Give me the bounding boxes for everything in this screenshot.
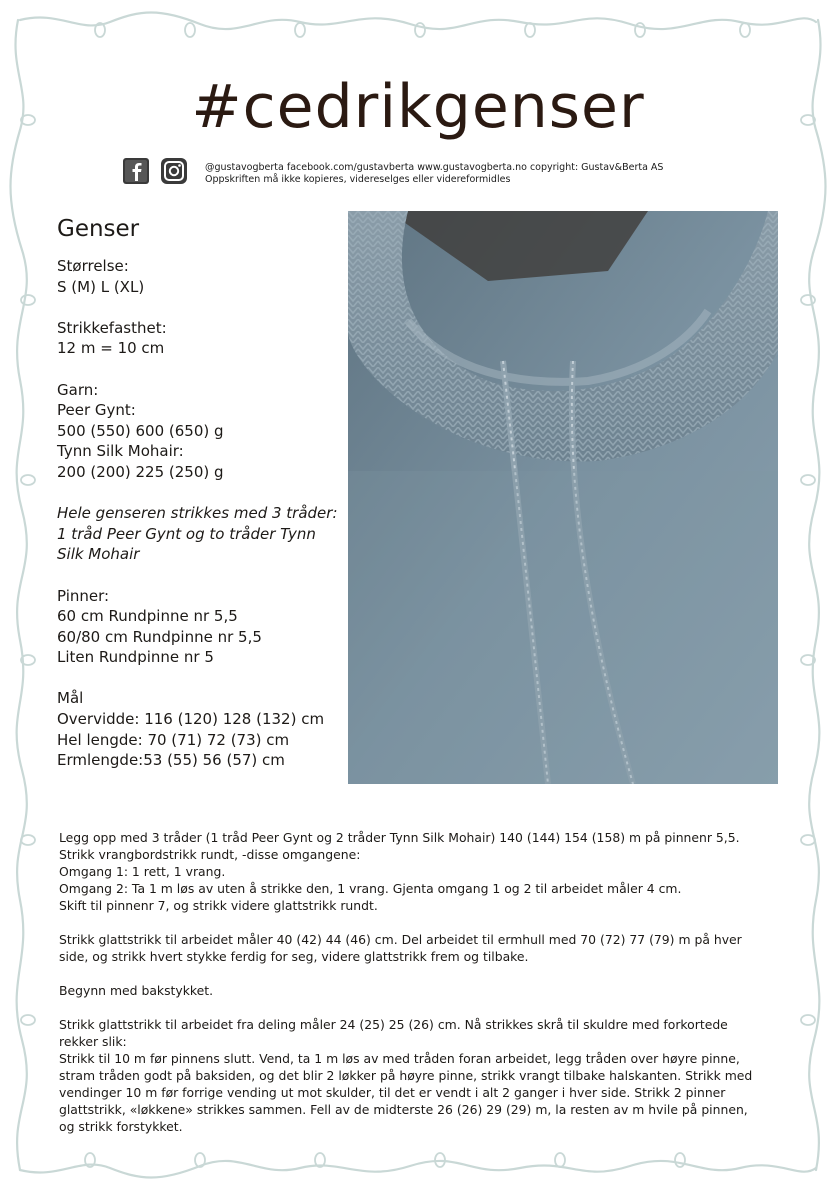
gauge-label: Strikkefasthet: [57,318,167,337]
yarn-note: Hele genseren strikkes med 3 tråder: 1 tråd Peer Gynt og to tråder Tynn Silk Mohair [57,504,338,564]
measure-item: Ermlengde:53 (55) 56 (57) cm [57,751,285,770]
instruction-line: og strikk forstykket. [59,1119,183,1134]
instructions [59,829,779,1152]
social-icons [122,157,188,185]
sweater-photo [348,211,778,784]
instruction-line: vendinger 10 m før forrige vending ut mot skulder, til det er vendt i alt 2 ganger i hver side. Strikk 2 pinner [59,1085,726,1100]
instruction-line: stram tråden godt på baksiden, og det blir 2 løkker på høyre pinne, strikk vrangt tilbake halskanten. Strikk med [59,1068,753,1083]
credits-line: @gustavogberta facebook.com/gustavberta www.gustavogberta.no copyright: Gustav&Berta AS [205,162,664,173]
section-heading: Genser [57,216,140,242]
instruction-line: rekker slik: [59,1034,127,1049]
needle-item: 60/80 cm Rundpinne nr 5,5 [57,627,262,646]
yarn1-amount: 500 (550) 600 (650) g [57,421,224,440]
instruction-line: Omgang 2: Ta 1 m løs av uten å strikke den, 1 vrang. Gjenta omgang 1 og 2 til arbeidet måler 4 cm. [59,881,682,896]
yarn-label: Garn: [57,380,99,399]
instructions-paragraph-ribbing [59,829,779,914]
copyright-line: Oppskriften må ikke kopieres, videreselges eller videreformidles [205,174,511,185]
instruction-line: Strikk vrangbordstrikk rundt, -disse omgangene: [59,847,361,862]
instruction-line: Legg opp med 3 tråder (1 tråd Peer Gynt og 2 tråder Tynn Silk Mohair) 140 (144) 154 (158) m på pinnenr 5,5. [59,830,740,845]
yarn2-amount: 200 (200) 225 (250) g [57,462,224,481]
instruction-line: side, og strikk hvert stykke ferdig for seg, videre glattstrikk frem og tilbake. [59,949,529,964]
instruction-line: Omgang 1: 1 rett, 1 vrang. [59,864,226,879]
page-title: #cedrikgenser [191,72,645,142]
gauge-value: 12 m = 10 cm [57,339,165,358]
needles-label: Pinner: [57,586,110,605]
instructions-paragraph-back [59,982,779,999]
measure-item: Hel lengde: 70 (71) 72 (73) cm [57,730,290,749]
instruction-line: Strikk glattstrikk til arbeidet fra deling måler 24 (25) 25 (26) cm. Nå strikkes skrå til skuldre med forkortede [59,1017,728,1032]
instruction-line: Strikk glattstrikk til arbeidet måler 40 (42) 44 (46) cm. Del arbeidet til ermhull med 70 (72) 77 (79) m på hver [59,932,742,947]
measure-label: Mål [57,689,84,708]
yarn1-name: Peer Gynt: [57,401,136,420]
instagram-icon [160,157,188,185]
instruction-line: Begynn med bakstykket. [59,983,214,998]
size-label: Størrelse: [57,257,129,275]
pattern-specs [57,214,347,771]
yarn2-name: Tynn Silk Mohair: [57,442,184,461]
instructions-paragraph-body [59,931,779,965]
size-value: S (M) L (XL) [57,277,145,296]
instruction-line: Strikk til 10 m før pinnens slutt. Vend, ta 1 m løs av med tråden foran arbeidet, legg tråden over høyre pinne, [59,1051,740,1066]
needle-item: Liten Rundpinne nr 5 [57,648,214,667]
credits [205,162,663,186]
facebook-icon [122,157,150,185]
instruction-line: glattstrikk, «løkkene» strikkes sammen. Fell av de midterste 26 (26) 29 (29) m, la resten av m hvile på pinnen, [59,1102,748,1117]
instruction-line: Skift til pinnenr 7, og strikk videre glattstrikk rundt. [59,898,378,913]
measure-item: Overvidde: 116 (120) 128 (132) cm [57,710,325,729]
needle-item: 60 cm Rundpinne nr 5,5 [57,607,238,626]
instructions-paragraph-shoulders [59,1016,779,1135]
